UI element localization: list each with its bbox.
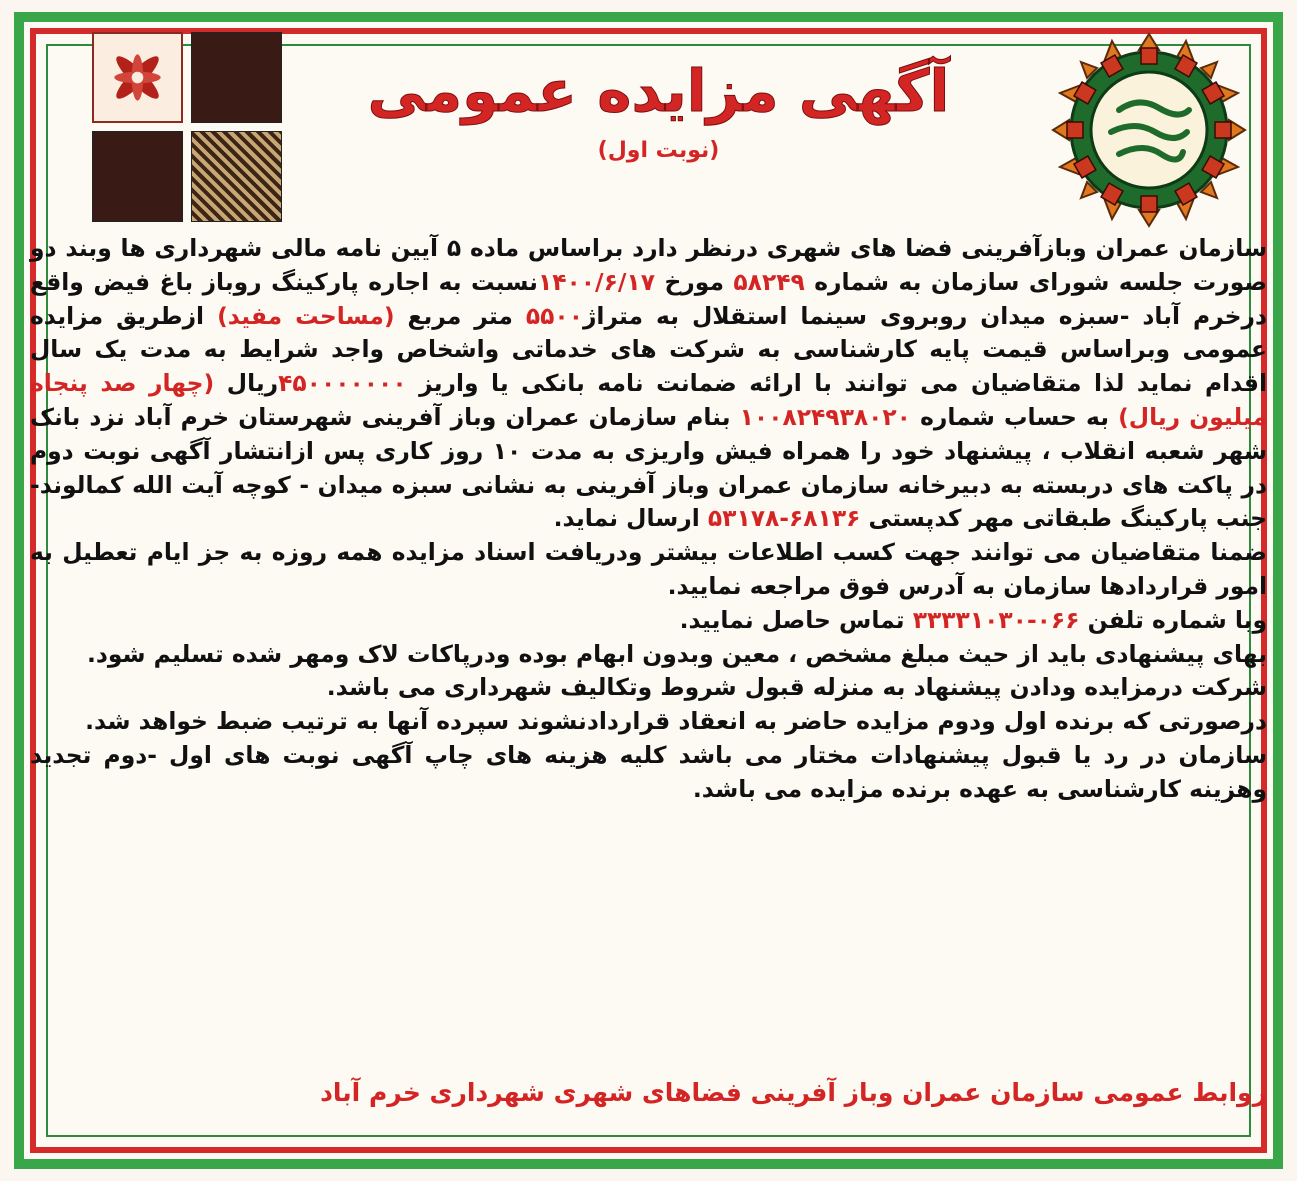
text-span: مورخ <box>654 267 734 296</box>
session-number: ۵۸۲۴۹ <box>733 267 805 296</box>
session-date: ۱۴۰۰/۶/۱۷ <box>537 267 655 296</box>
deposit-amount: ۴۵۰۰۰۰۰۰۰ <box>278 369 407 398</box>
paragraph-price: بهای پیشنهادی باید از حیث مبلغ مشخص ، معین وبدون ابهام بوده ودرپاکات لاک ومهر شده تسلیم شود. <box>86 639 1267 668</box>
text-span: ریال <box>214 369 279 398</box>
public-relations-signature: روابط عمومی سازمان عمران وباز آفرینی فضاهای شهری شهرداری خرم آباد <box>320 1078 1267 1107</box>
text-span: بنام سازمان عمران وباز آفرینی شهرستان خرم آباد نزد بانک شهر شعبه انقلاب ، پیشنهاد خود را همراه فیش واریزی به مدت ۱۰ روز کاری پس ازانتشار آگهی نوبت دوم در پاکت های دربسته به دبیرخانه سازمان عمران وباز آفرینی به نشانی سبزه میدان - کوچه آیت الله کمالوند- جنب پارکینگ طبقاتی مهر کدپستی <box>30 402 1267 533</box>
text-span: تماس حاصل نمایید. <box>679 605 913 634</box>
dark-tile <box>191 32 282 123</box>
area-note: (مساحت مفید) <box>217 301 395 330</box>
paragraph-participation: شرکت درمزایده ودادن پیشنهاد به منزله قبول شروط وتکالیف شهرداری می باشد. <box>326 673 1267 702</box>
notice-body <box>30 232 1267 807</box>
paragraph-main <box>30 232 1267 536</box>
decorative-tiles-icon <box>92 32 282 222</box>
notice-heading <box>300 57 1017 163</box>
account-number: ۱۰۰۸۲۴۹۳۸۰۲۰ <box>739 402 911 431</box>
text-span: وبا شماره تلفن <box>1079 605 1267 634</box>
dark-tile <box>92 131 183 222</box>
text-span: به حساب شماره <box>910 402 1119 431</box>
paragraph-info: ضمنا متقاضیان می توانند جهت کسب اطلاعات بیشتر ودریافت اسناد مزایده همه روزه به جز ایام تعطیل به امور قراردادها سازمان به آدرس فوق مراجعه نمایید. <box>30 538 1267 600</box>
postal-code: ۶۸۱۳۶-۵۳۱۷۸ <box>707 504 861 533</box>
text-span: ازطریق مزایده عمومی وبراساس قیمت پایه کارشناسی به شرکت های خدماتی واشخاص واجد شرایط به مدت یک سال اقدام نماید لذا متقاضیان می توانند با ارائه ضمانت نامه بانکی یا واریز <box>30 301 1267 398</box>
mosaic-tile-icon <box>191 131 282 222</box>
notice-title: آگهی مزایده عمومی <box>367 57 950 125</box>
municipality-logo-icon <box>1049 30 1249 230</box>
area-value: ۵۵۰۰ <box>525 301 583 330</box>
text-span: نسبت به اجاره پارکینگ روباز باغ فیض واقع درخرم آباد -سبزه میدان روبروی سینما استقلال به متراژ <box>30 267 1268 330</box>
paragraph-forfeit: درصورتی که برنده اول ودوم مزایده حاضر به انعقاد قراردادنشوند سپرده آنها به ترتیب ضبط خواهد شد. <box>85 707 1267 736</box>
flower-tile-icon <box>92 32 183 123</box>
notice-round: (نوبت اول) <box>597 137 720 163</box>
deposit-words: (چهار صد پنجاه میلیون ریال) <box>30 369 1268 431</box>
text-span: ارسال نماید. <box>553 504 708 533</box>
text-span: متر مربع <box>394 301 526 330</box>
phone-number: ۰۶۶-۳۳۳۳۱۰۳۰ <box>912 605 1080 634</box>
paragraph-rights: سازمان در رد یا قبول پیشنهادات مختار می باشد کلیه هزینه های چاپ آگهی نوبت های اول -دوم تجدید وهزینه کارشناسی به عهده برنده مزایده می باشد. <box>30 740 1267 803</box>
paragraph-phone <box>30 604 1267 638</box>
text-span: سازمان عمران وبازآفرینی فضا های شهری درنظر دارد براساس ماده ۵ آیین نامه مالی شهرداری ها وبند دو صورت جلسه شورای سازمان به شماره <box>30 234 1267 296</box>
